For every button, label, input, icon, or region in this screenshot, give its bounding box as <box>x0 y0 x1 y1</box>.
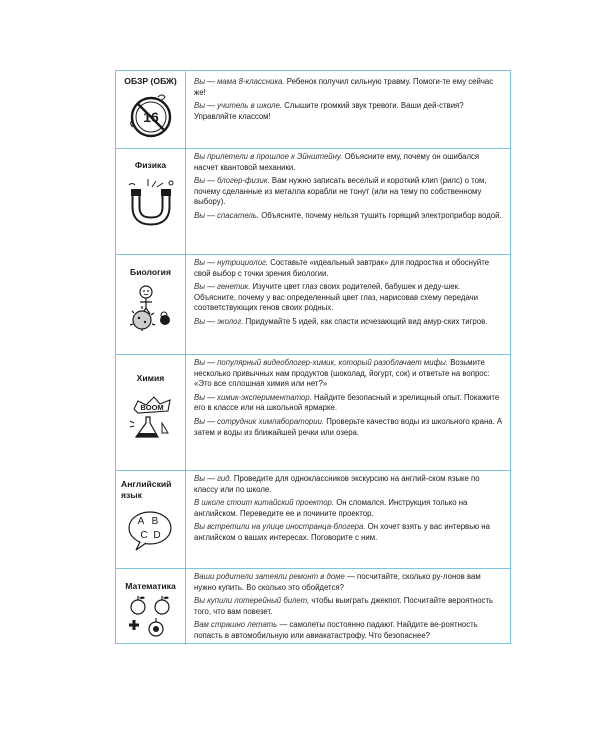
task-item: Вы — нутрициолог. Составьте «идеальный завтрак» для подростка и обоснуйте свой выбор с точки зрения биологии. <box>194 258 490 278</box>
icon-letter: D <box>153 530 161 541</box>
task-item: Вы — генетик. Изучите цвет глаз своих родителей, бабушек и деду-шек. Объясните, почему у вас определенный цвет глаз, нарисовав схему передачи соответствующих генов своих родных. <box>194 282 479 313</box>
task-item: Вы прилетели в прошлое к Эйнштейну. Объясните ему, почему он ошибался насчет квантовой механики. <box>194 152 480 172</box>
subject-cell <box>116 355 186 470</box>
subject-name: Физика <box>134 160 167 170</box>
task-item: Вы — химик-экспериментатор. Найдите безопасный и зрелищный опыт. Покажите его в классе или на школьной ярмарке. <box>194 392 500 413</box>
task-item: Вы — сотрудник химлаборатории. Проверьте качество воды из школьного крана. А затем и воды из ближайшей речки или озера. <box>194 416 503 437</box>
subject-name: ОБЗР (ОБЖ) <box>124 76 177 86</box>
subject-name: Английский язык <box>121 479 172 500</box>
table-row <box>116 471 510 569</box>
table-row <box>116 355 510 471</box>
subject-cell <box>116 149 186 254</box>
table-row <box>116 71 510 149</box>
tasks-cell <box>187 471 510 568</box>
age-restriction-16-icon <box>124 90 178 140</box>
tasks-cell <box>187 71 510 148</box>
subject-cell <box>116 569 186 645</box>
subject-cell <box>116 71 186 148</box>
tasks-cell <box>187 255 510 354</box>
subjects-table <box>115 70 511 644</box>
task-item: Ваши родители затеяли ремонт в доме — посчитайте, сколько ру-лонов вам нужно купить. Во сколько это обойдется? <box>194 572 481 592</box>
icon-text: 16 <box>143 109 159 125</box>
task-item: Вам страшно летать — самолеты постоянно падают. Найдите ве-роятность попасть в автомобильную или авиакатастрофу. Что безопаснее? <box>194 620 478 640</box>
task-item: Вы — мама 8-классника. Ребенок получил сильную травму. Помоги-те ему сейчас же! <box>194 77 494 97</box>
abcd-bubble-icon <box>124 504 178 554</box>
task-item: Вы — спасатель. Объясните, почему нельзя тушить горящий электроприбор водой. <box>194 210 502 220</box>
boom-flask-icon <box>124 393 178 443</box>
tasks-cell <box>187 569 510 645</box>
microbes-icon <box>124 282 178 332</box>
table-row <box>116 149 510 255</box>
subject-name: Математика <box>125 581 176 591</box>
subject-cell <box>116 471 186 568</box>
icon-letter: B <box>151 516 159 527</box>
subject-cell <box>116 255 186 354</box>
apples-math-icon <box>124 593 178 643</box>
task-item: В школе стоит китайский проектор. Он сломался. Инструкция только на английском. Переведите ее и почините проектор. <box>194 498 468 518</box>
subject-name: Биология <box>130 267 171 277</box>
task-item: Вы — блогер-физик. Вам нужно записать веселый и короткий клип (рилс) о том, почему сделанные из металла корабли не тонут (или на тему по собственному выбору). <box>194 176 487 207</box>
task-item: Вы купили лотерейный билет, чтобы выиграть джекпот. Посчитайте вероятность того, что вам повезет. <box>194 596 494 616</box>
task-item: Вы встретили на улице иностранца-блогера. Он хочет взять у вас интервью на английском о ваших интересах. Поговорите с ним. <box>194 522 490 542</box>
subject-name: Химия <box>136 373 165 383</box>
icon-text: BOOM <box>140 403 164 412</box>
task-item: Вы — учитель в школе. Слышите громкий звук тревоги. Ваши дей-ствия? Управляйте классом! <box>194 101 464 121</box>
task-item: Вы — эколог. Придумайте 5 идей, как спасти исчезающий вид амур-ских тигров. <box>194 316 488 326</box>
task-item: Вы — гид. Проведите для одноклассников экскурсию на англий-ском языке по классу или по школе. <box>194 474 480 494</box>
task-item: Вы — популярный видеоблогер-химик, который разоблачает мифы. Возьмите несколько привычных нам продуктов (шоколад, йогурт, сок) и ответьте на вопрос: «Это все сплошная химия или нет?» <box>194 358 490 389</box>
magnet-icon <box>124 177 178 227</box>
table-row <box>116 569 510 645</box>
tasks-cell <box>187 355 510 470</box>
tasks-cell <box>187 149 510 254</box>
table-row <box>116 255 510 355</box>
icon-letter: C <box>140 530 148 541</box>
icon-letter: A <box>137 516 145 527</box>
